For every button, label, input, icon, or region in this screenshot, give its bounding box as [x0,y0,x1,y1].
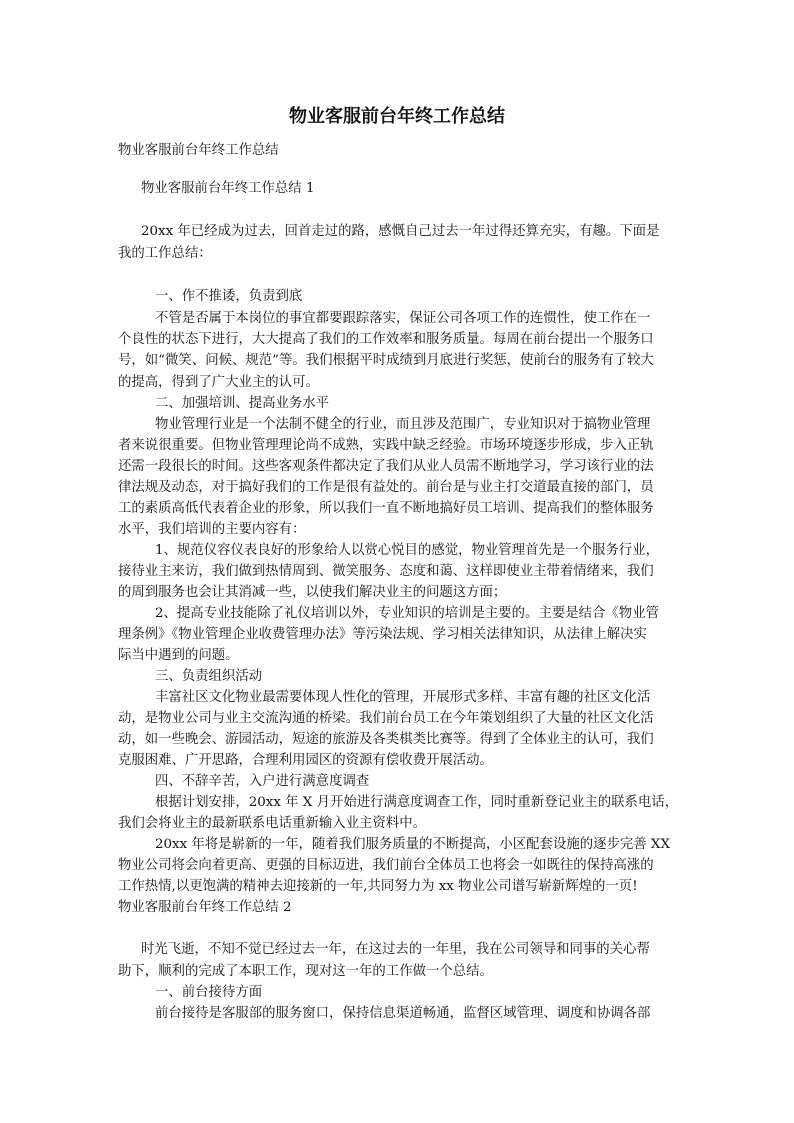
paragraph-line: 的周到服务也会让其消减一些，以使我们解决业主的问题这方面； [118,585,507,600]
paragraph-line: 者来说很重要。但物业管理理论尚不成熟，实践中缺乏经验。市场环境逐步形成，步入正轨 [118,438,654,453]
paragraph-line: 助下，顺利的完成了本职工作，现对这一年的工作做一个总结。 [118,964,493,979]
paragraph-line: 的提高，得到了广大业主的认可。 [118,375,319,390]
paragraph-line: 际当中遇到的问题。 [118,648,239,663]
paragraph-line: 动，是物业公司与业主交流沟通的桥梁。我们前台员工在今年策划组织了大量的社区文化活 [118,711,654,726]
subheading-line: 三、负责组织活动 [155,669,263,684]
section-heading: 物业客服前台年终工作总结 2 [118,900,292,915]
document-title: 物业客服前台年终工作总结 [289,106,505,127]
paragraph-line: 1、规范仪容仪表良好的形象给人以赏心悦目的感觉，物业管理首先是一个服务行业， [155,543,659,558]
paragraph-line: 理条例》《物业管理企业收费管理办法》等污染法规、学习相关法律知识，从法律上解决实 [118,627,647,642]
subheading-line: 一、前台接待方面 [155,985,263,1000]
paragraph-line: 前台接待是客服部的服务窗口，保持信息渠道畅通，监督区域管理、调度和协调各部 [155,1006,651,1021]
paragraph-line: 根据计划安排，20xx 年 X 月开始进行满意度调查工作，同时重新登记业主的联系电话， [155,795,679,810]
paragraph-line: 物业公司将会向着更高、更强的目标迈进，我们前台全体员工也将会一如既往的保持高涨的 [118,858,654,873]
paragraph-line: 物业管理行业是一个法制不健全的行业，而且涉及范围广，专业知识对于搞物业管理 [155,417,651,432]
paragraph-line: 号，如“微笑、问候、规范”等。我们根据平时成绩到月底进行奖惩，使前台的服务有了较大 [118,353,654,368]
subheading-line: 一、作不推诿，负责到底 [155,289,303,304]
paragraph-line: 2、提高专业技能除了礼仪培训以外，专业知识的培训是主要的。主要是结合《物业管 [155,606,659,621]
paragraph-line: 水平，我们培训的主要内容有： [118,522,306,537]
paragraph-line: 接待业主来访，我们做到热情周到、微笑服务、态度和蔼、这样即使业主带着情绪来，我们 [118,564,654,579]
paragraph-line: 时光飞逝，不知不觉已经过去一年，在这过去的一年里，我在公司领导和同事的关心帮 [141,942,650,957]
paragraph-line: 20xx 年已经成为过去，回首走过的路，感慨自己过去一年过得还算充实，有趣。下面是 [141,224,660,239]
paragraph-line: 工的素质高低代表着企业的形象，所以我们一直不断地搞好员工培训、提高我们的整体服务 [118,501,654,516]
subtitle-line: 物业客服前台年终工作总结 [118,143,279,158]
paragraph-line: 克服困难、广开思路，合理利用园区的资源有偿收费开展活动。 [118,753,493,768]
paragraph-line: 20xx 年将是崭新的一年，随着我们服务质量的不断提高，小区配套设施的逐步完善 XX [155,837,671,852]
paragraph-line: 个良性的状态下进行，大大提高了我们的工作效率和服务质量。每周在前台提出一个服务口 [118,332,654,347]
paragraph-line: 我们会将业主的最新联系电话重新输入业主资料中。 [118,816,426,831]
paragraph-line: 工作热情,以更饱满的精神去迎接新的一年,共同努力为 xx 物业公司谱写崭新辉煌的一页! [118,879,638,894]
subheading-line: 二、加强培训、提高业务水平 [155,396,330,411]
paragraph-line: 律法规及动态，对于搞好我们的工作是很有益处的。前台是与业主打交道最直接的部门，员 [118,480,654,495]
paragraph-line: 我的工作总结： [118,246,212,261]
paragraph-line: 不管是否属于本岗位的事宜都要跟踪落实，保证公司各项工作的连惯性，使工作在一 [155,311,651,326]
paragraph-line: 丰富社区文化物业最需要体现人性化的管理，开展形式多样、丰富有趣的社区文化活 [155,690,651,705]
section-heading: 物业客服前台年终工作总结 1 [141,181,315,196]
subheading-line: 四、不辞辛苦，入户进行满意度调查 [155,774,370,789]
paragraph-line: 还需一段很长的时间。这些客观条件都决定了我们从业人员需不断地学习，学习该行业的法 [118,459,654,474]
paragraph-line: 动，如一些晚会、游园活动，短途的旅游及各类棋类比赛等。得到了全体业主的认可，我们 [118,732,654,747]
